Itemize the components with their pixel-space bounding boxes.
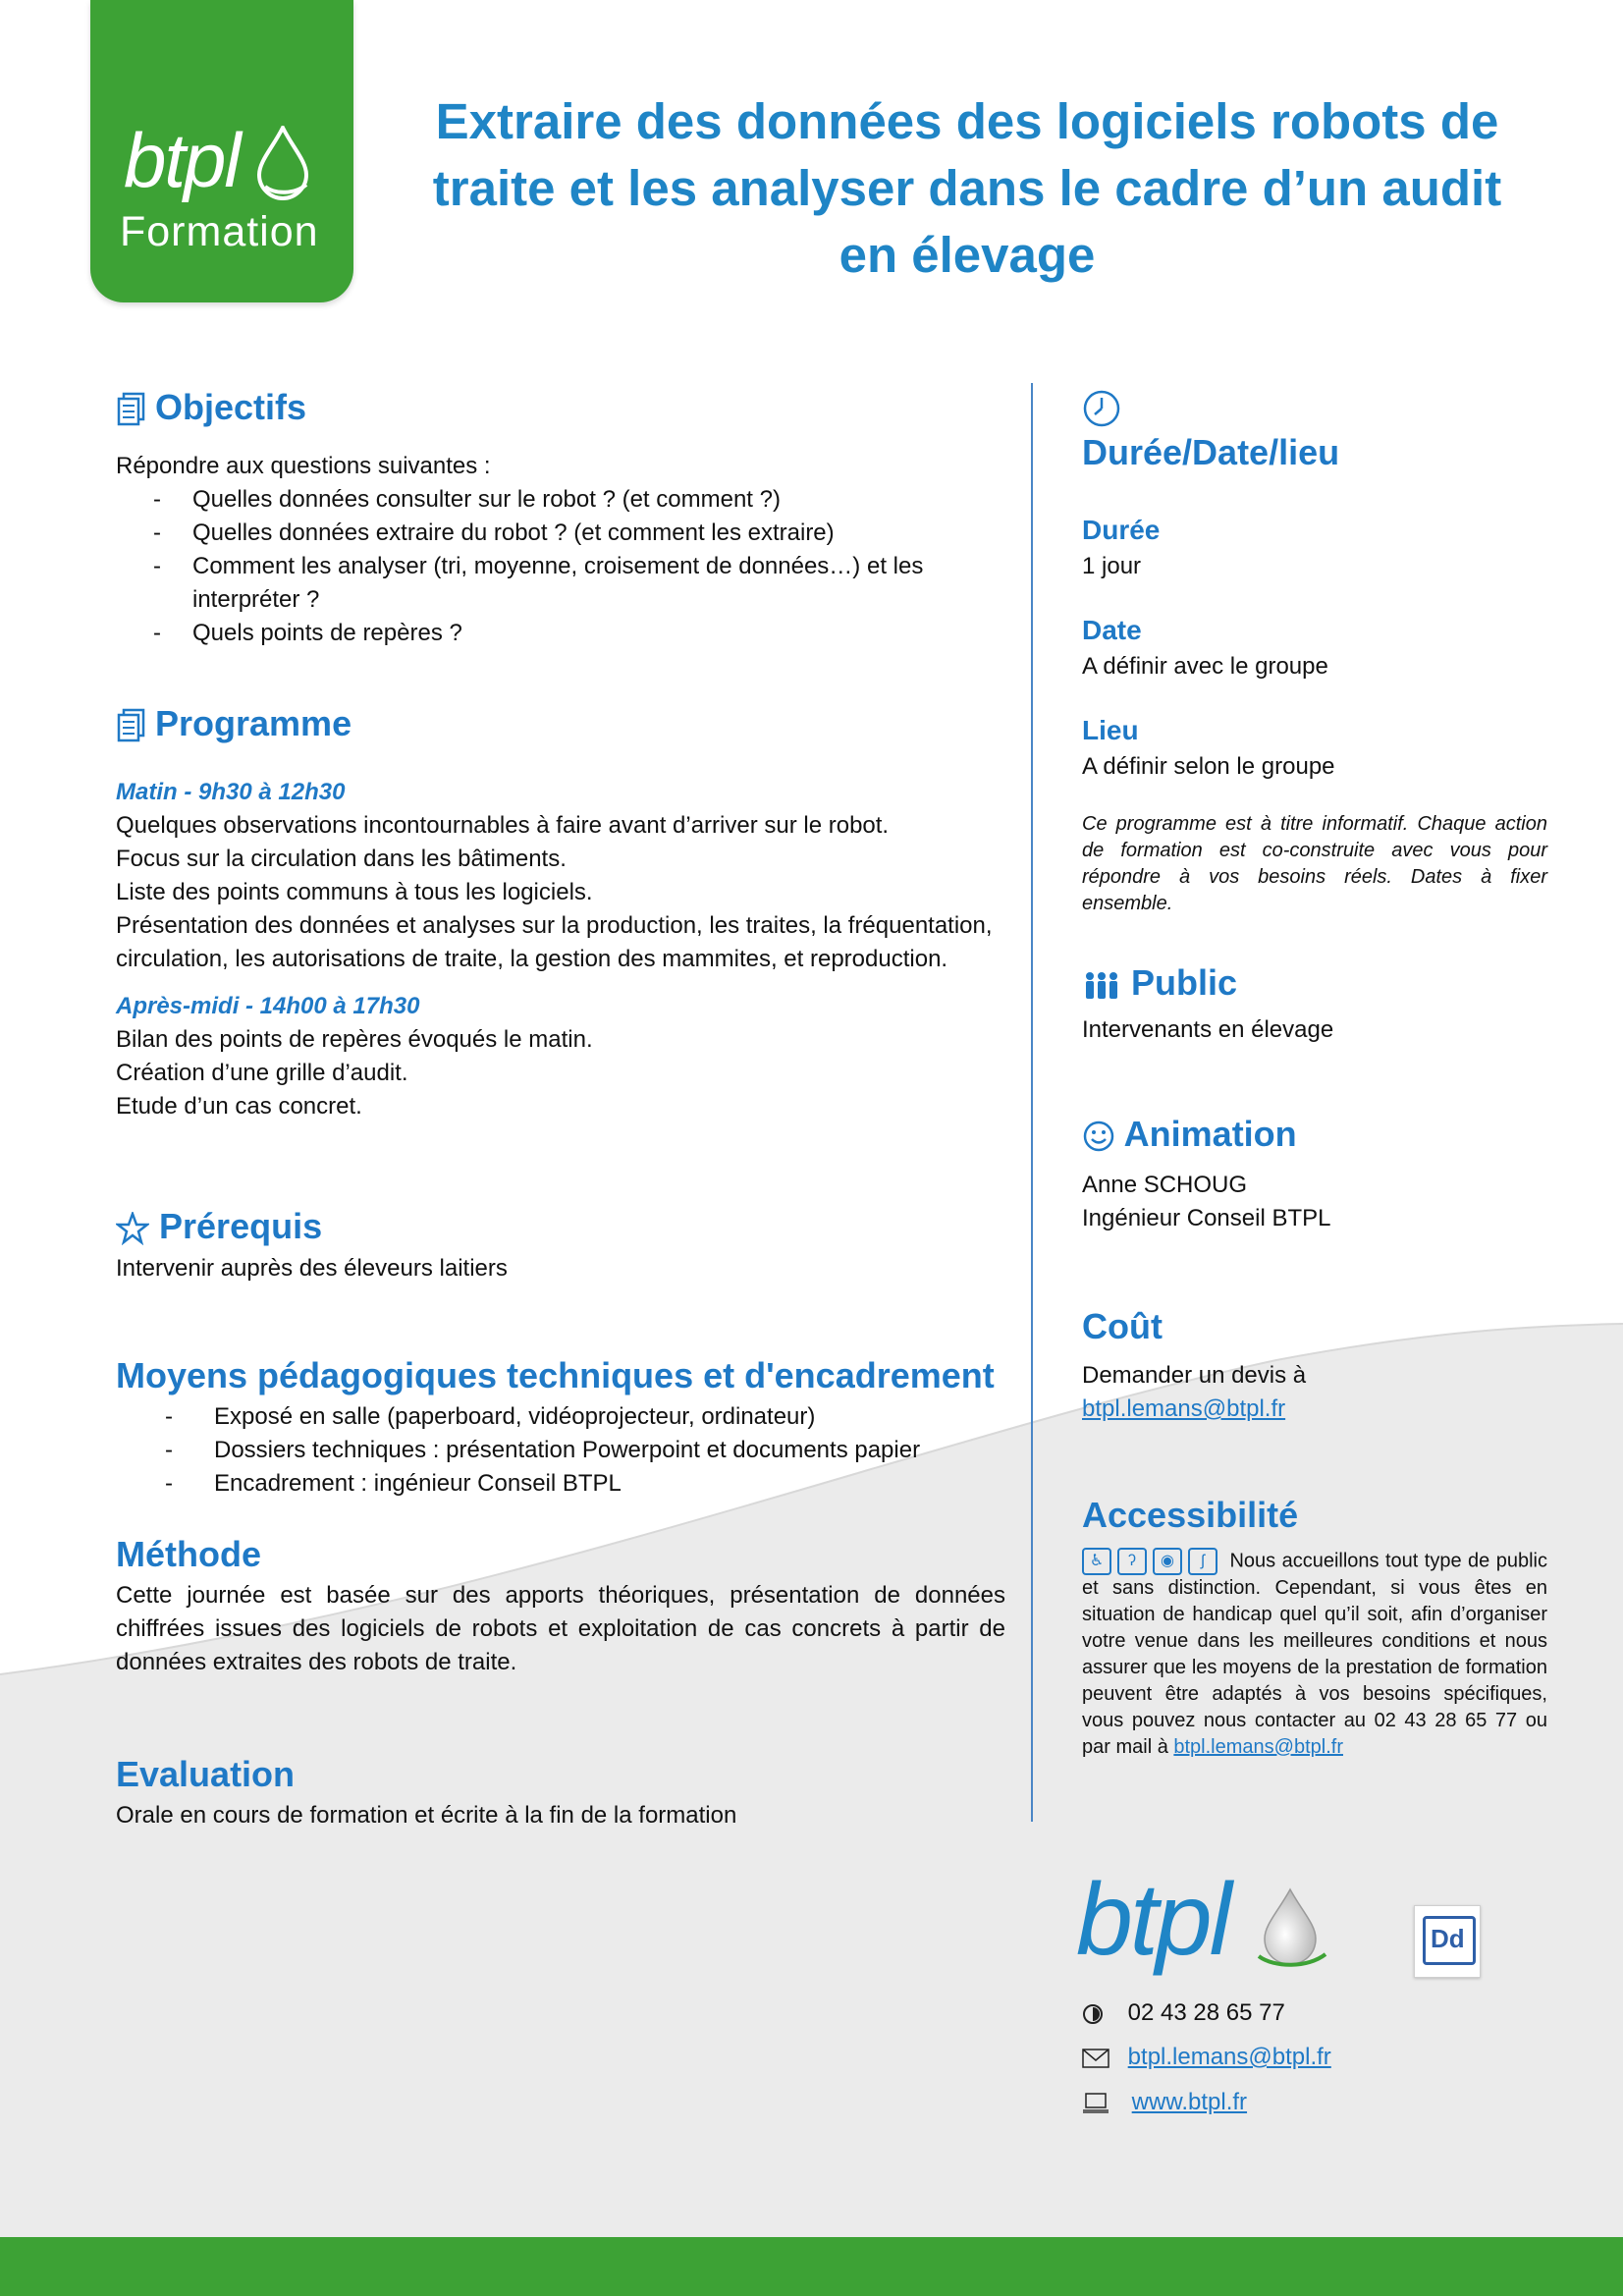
document-icon: [116, 708, 145, 743]
programme-line: Focus sur la circulation dans les bâtiments.: [116, 846, 567, 872]
programme-line: Création d’une grille d’audit.: [116, 1060, 408, 1086]
visual-impairment-icon: ◉: [1153, 1548, 1182, 1575]
trainer-name: Anne SCHOUG: [1082, 1172, 1248, 1198]
animation-heading: [1082, 1114, 1297, 1155]
star-icon: [116, 1212, 149, 1245]
animation-body: [1082, 1169, 1330, 1235]
cout-body: [1082, 1359, 1306, 1426]
contact-website: [1082, 2086, 1247, 2119]
matin-subtitle: Matin - 9h30 à 12h30: [116, 779, 346, 805]
column-divider: [1031, 383, 1033, 1822]
aprem-subtitle: Après-midi - 14h00 à 17h30: [116, 993, 420, 1019]
smiley-icon: [1082, 1120, 1115, 1153]
page-title: [432, 88, 1502, 289]
accessibilite-email-link[interactable]: btpl.lemans@btpl.fr: [1173, 1736, 1343, 1758]
document-icon: [116, 392, 145, 427]
moyens-list: [116, 1400, 1029, 1501]
envelope-icon: [1082, 2049, 1109, 2068]
date-value: A définir avec le groupe: [1082, 653, 1328, 680]
programme-line: Bilan des points de repères évoqués le matin.: [116, 1026, 593, 1053]
prerequis-text: Intervenir auprès des éleveurs laitiers: [116, 1255, 508, 1282]
animation-heading-text: Animation: [1123, 1114, 1297, 1154]
list-item: - Comment les analyser (tri, moyenne, croisement de données…) et les interpréter ?: [116, 550, 1000, 617]
objectifs-intro: Répondre aux questions suivantes :: [116, 453, 491, 479]
programme-line: Quelques observations incontournables à faire avant d’arriver sur le robot.: [116, 812, 890, 839]
evaluation-heading: Evaluation: [116, 1754, 296, 1794]
list-item: - Quels points de repères ?: [116, 617, 1000, 650]
btpl-formation-logo: [90, 0, 353, 302]
title-line: en élevage: [839, 227, 1096, 283]
footer-logo-text: btpl: [1076, 1863, 1229, 1977]
footer-website-link[interactable]: www.btpl.fr: [1131, 2089, 1248, 2115]
moyens-heading: Moyens pédagogiques techniques et d'encadrement: [116, 1355, 995, 1395]
cout-heading: Coût: [1082, 1306, 1163, 1346]
date-label: Date: [1082, 615, 1142, 645]
cout-text: Demander un devis à: [1082, 1362, 1307, 1389]
list-item: - Exposé en salle (paperboard, vidéoprojecteur, ordinateur): [116, 1400, 1029, 1434]
objectifs-body: [116, 450, 1000, 650]
programme-note: Ce programme est à titre informatif. Chaque action de formation est co-construite avec vous pour répondre à vos besoins réels. Dates à fixer ensemble.: [1082, 813, 1547, 914]
title-line: traite et les analyser dans le cadre d’un audit: [432, 160, 1502, 216]
public-value: Intervenants en élevage: [1082, 1016, 1334, 1043]
accessibilite-text: Nous accueillons tout type de public et sans distinction. Cependant, si vous êtes en situation de handicap quel qu’il soit, afin d’organiser votre venue dans les meilleures conditions et nous assurer que les moyens de la prestation de formation peuvent être adaptés à vos besoins spécifiques, vous pouvez nous contacter au 02 43 28 65 77 ou par mail à: [1082, 1550, 1547, 1758]
contact-phone: [1082, 1996, 1285, 2030]
lieu-label: Lieu: [1082, 715, 1139, 745]
cognitive-icon: ʃ: [1188, 1548, 1217, 1575]
methode-heading: Méthode: [116, 1534, 261, 1574]
public-heading-text: Public: [1131, 962, 1238, 1003]
footer-green-bar: [0, 2237, 1623, 2296]
programme-heading-text: Programme: [155, 703, 352, 743]
accessibilite-body: [1082, 1548, 1547, 1761]
duree-label: Durée: [1082, 515, 1161, 545]
objectifs-heading: [116, 387, 306, 428]
list-item: - Quelles données consulter sur le robot ? (et comment ?): [116, 483, 1000, 517]
badge-text: Dd: [1431, 1924, 1465, 1953]
programme-line: Etude d’un cas concret.: [116, 1093, 362, 1120]
wheelchair-icon: ♿: [1082, 1548, 1111, 1575]
moyens-body: [116, 1400, 1029, 1501]
title-line: Extraire des données des logiciels robots de: [435, 93, 1499, 149]
programme-line: Liste des points communs à tous les logiciels.: [116, 879, 593, 905]
computer-icon: [1082, 2093, 1109, 2114]
public-heading: [1082, 962, 1237, 1004]
footer-email-link[interactable]: btpl.lemans@btpl.fr: [1127, 2044, 1331, 2070]
hearing-icon: ʔ: [1117, 1548, 1147, 1575]
prerequis-heading-text: Prérequis: [159, 1206, 323, 1246]
list-item: - Encadrement : ingénieur Conseil BTPL: [116, 1467, 1029, 1501]
contact-email: [1082, 2041, 1331, 2074]
programme-line: Présentation des données et analyses sur la production, les traites, la fréquentation, circulation, les autorisations de traite, la gestion des mammites, et reproduction.: [116, 912, 993, 972]
methode-text: Cette journée est basée sur des apports théoriques, présentation de données chiffrées issues des logiciels de robots et exploitation de cas concrets à partir de données extraites des robots de traite.: [116, 1582, 1005, 1675]
list-item: - Quelles données extraire du robot ? (et comment les extraire): [116, 517, 1000, 550]
lieu-value: A définir selon le groupe: [1082, 753, 1335, 780]
water-drop-icon: [1251, 1886, 1329, 1970]
phone-number: 02 43 28 65 77: [1127, 1999, 1285, 2026]
evaluation-text: Orale en cours de formation et écrite à la fin de la formation: [116, 1802, 737, 1829]
duree-heading: Durée/Date/lieu: [1082, 432, 1340, 472]
objectifs-heading-text: Objectifs: [155, 387, 307, 427]
duree-value: 1 jour: [1082, 553, 1142, 579]
programme-body: [116, 776, 1011, 1123]
clock-icon: [1082, 389, 1121, 428]
quality-badge: [1414, 1905, 1481, 1978]
programme-heading: [116, 703, 352, 744]
water-drop-icon: [255, 126, 310, 200]
trainer-role: Ingénieur Conseil BTPL: [1082, 1205, 1331, 1231]
objectifs-list: [116, 483, 1000, 650]
people-icon: [1082, 969, 1121, 1001]
cout-email-link[interactable]: btpl.lemans@btpl.fr: [1082, 1395, 1286, 1422]
phone-icon: [1082, 2003, 1104, 2025]
list-item: - Dossiers techniques : présentation Powerpoint et documents papier: [116, 1434, 1029, 1467]
btpl-footer-logo: [1076, 1863, 1331, 1984]
logo-brand-text: btpl: [124, 117, 240, 203]
prerequis-heading: [116, 1206, 322, 1247]
logo-sub-text: Formation: [120, 208, 319, 255]
accessibilite-heading: Accessibilité: [1082, 1495, 1299, 1535]
